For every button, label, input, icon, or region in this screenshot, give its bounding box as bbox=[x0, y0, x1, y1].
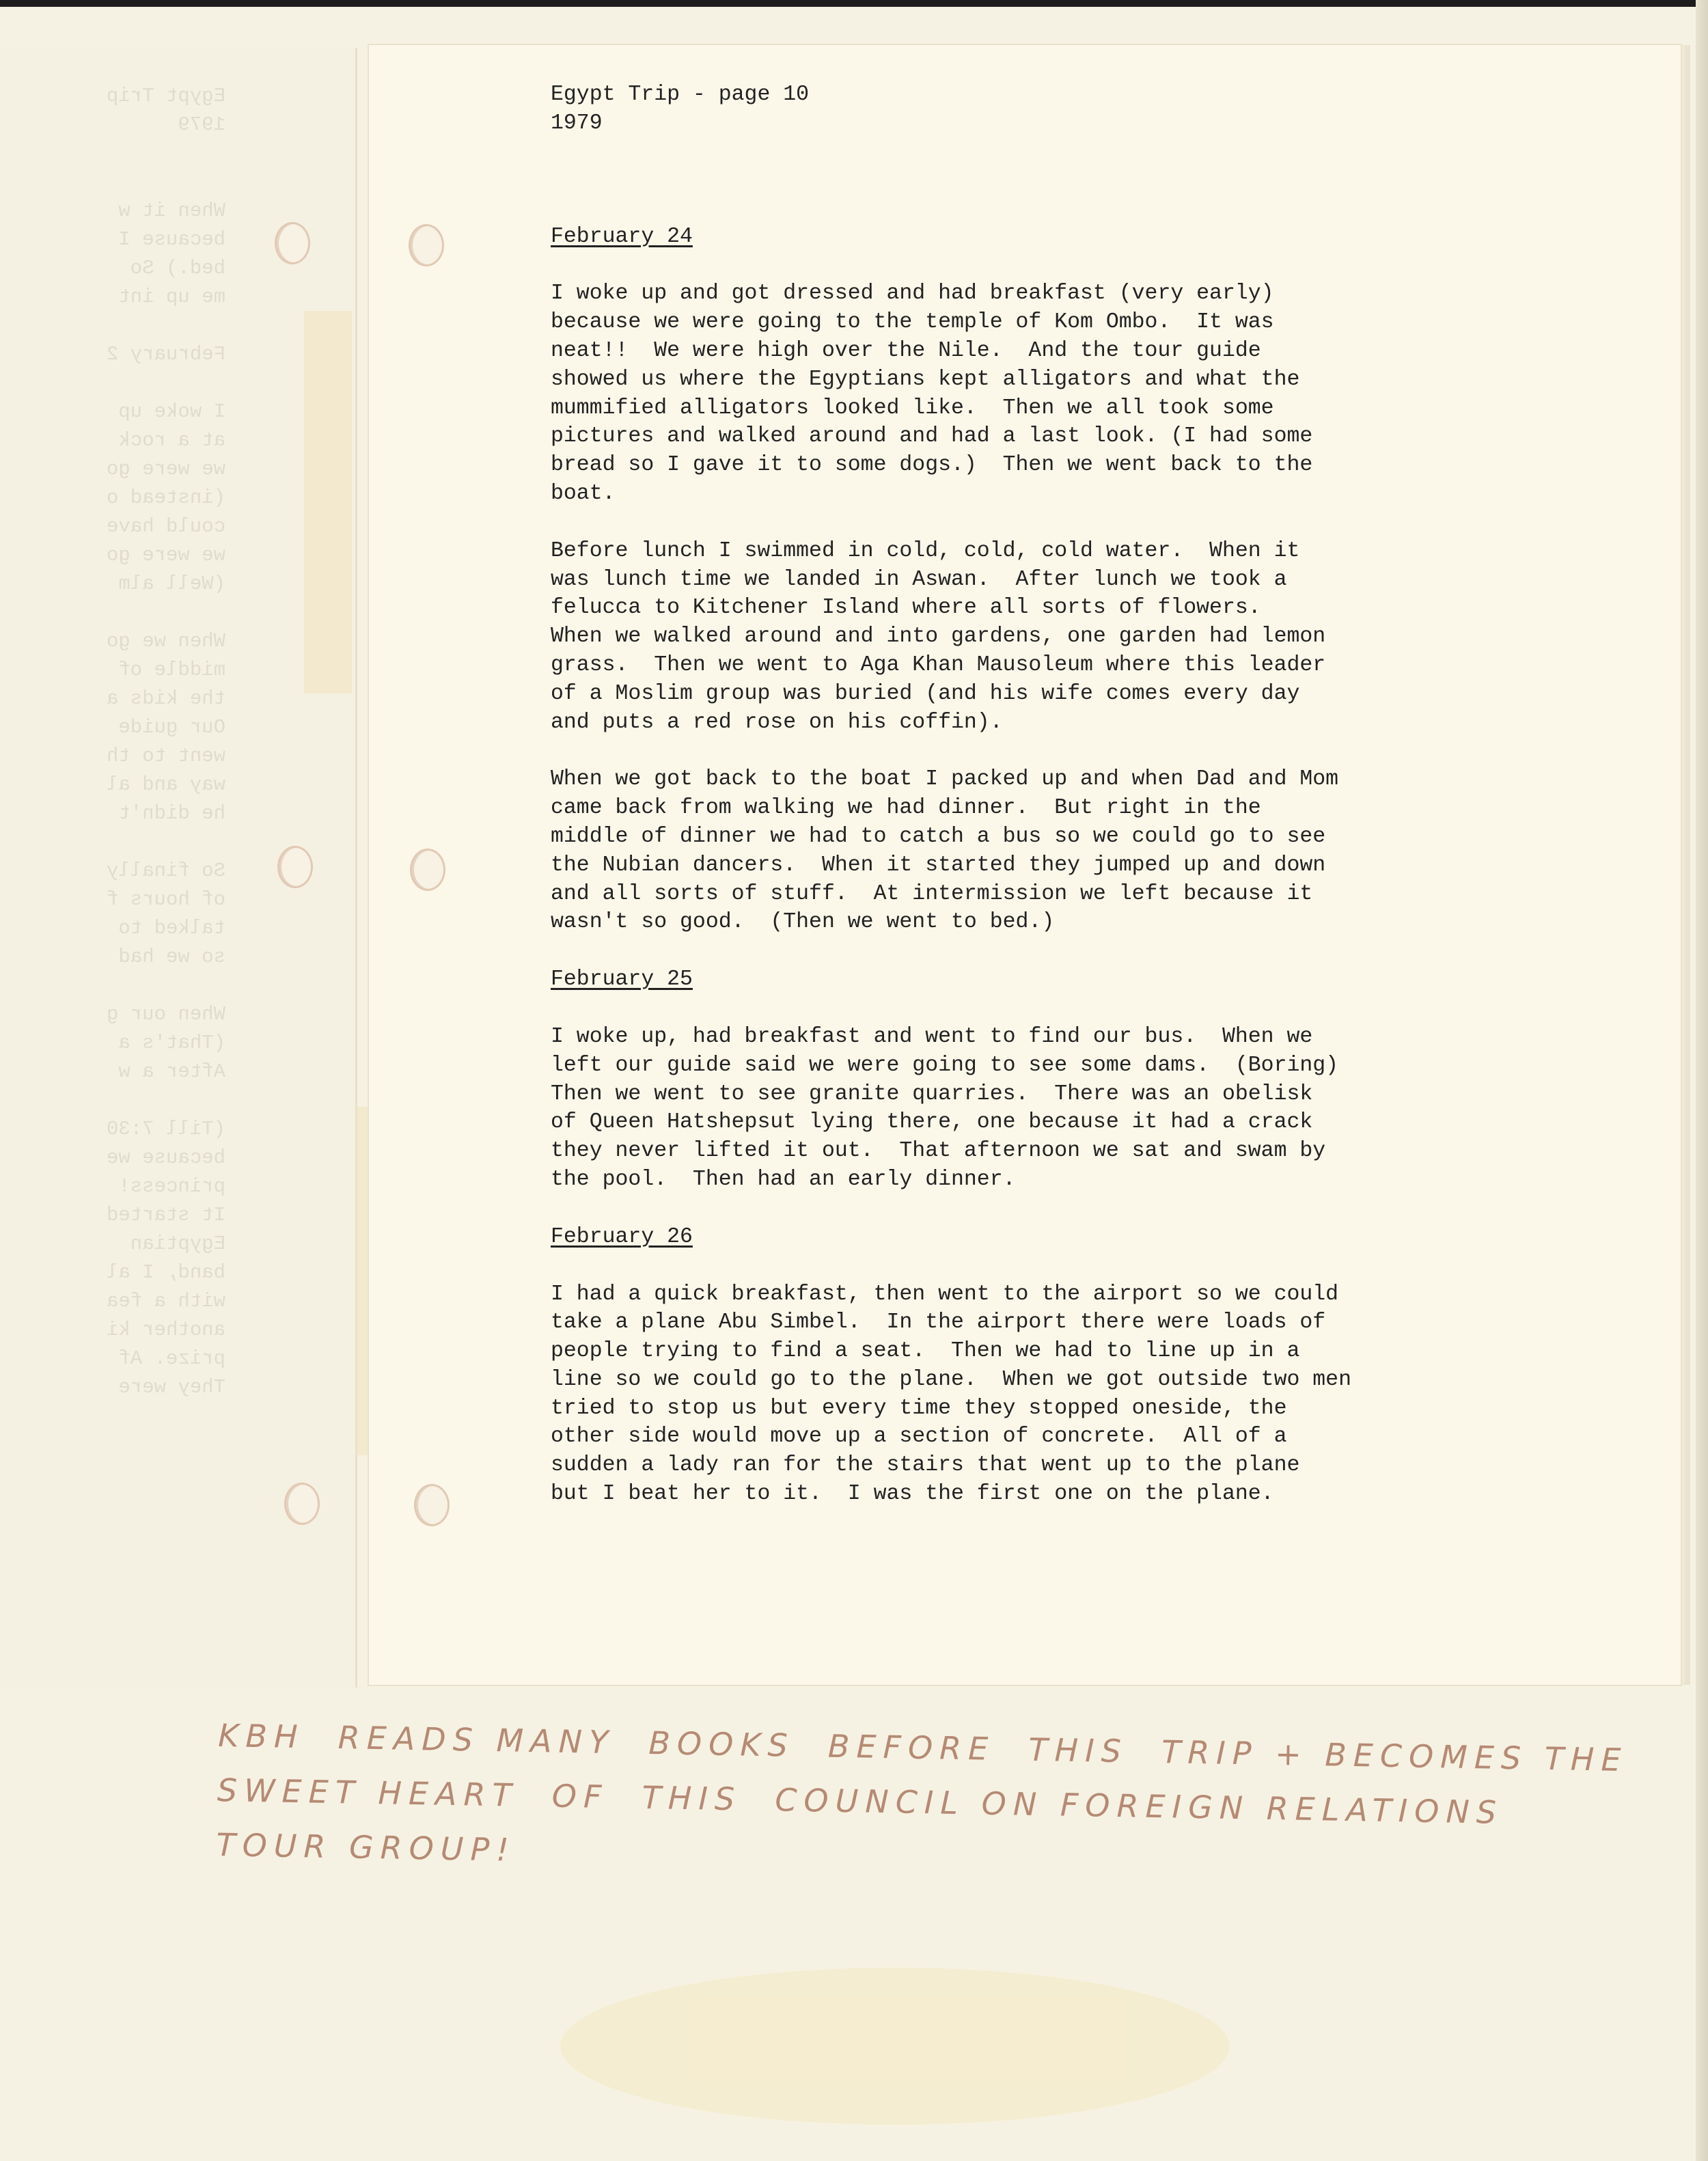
paragraph-line: Before lunch I swimmed in cold, cold, cold water. When it bbox=[551, 538, 1300, 563]
paragraph-line: When we walked around and into gardens, one garden had lemon bbox=[551, 624, 1326, 649]
punch-hole-right-bottom bbox=[414, 1484, 450, 1526]
paragraph-line: because we were going to the temple of Kom Ombo. It was bbox=[551, 310, 1274, 335]
paragraph-line: other side would move up a section of concrete. All of a bbox=[551, 1424, 1287, 1449]
paragraph-line: felucca to Kitchener Island where all sorts of flowers. bbox=[551, 596, 1261, 620]
punch-hole-left-middle bbox=[277, 846, 313, 888]
paragraph-line: the pool. Then had an early dinner. bbox=[551, 1167, 1016, 1192]
paragraph-line: left our guide said we were going to see some dams. (Boring) bbox=[551, 1053, 1339, 1077]
paragraph-line: neat!! We were high over the Nile. And the tour guide bbox=[551, 338, 1261, 363]
entry-paragraph bbox=[551, 1023, 1562, 1194]
paragraph-line: of Queen Hatshepsut lying there, one because it had a crack bbox=[551, 1110, 1313, 1135]
entry-paragraph bbox=[551, 279, 1562, 508]
paragraph-line: they never lifted it out. That afternoon we sat and swam by bbox=[551, 1139, 1326, 1164]
tape-strip-upper bbox=[304, 311, 352, 693]
typed-document bbox=[551, 81, 1562, 1509]
paragraph-line: middle of dinner we had to catch a bus so we could go to see bbox=[551, 824, 1326, 849]
paper-stain bbox=[560, 1968, 1230, 2125]
paragraph-line: and puts a red rose on his coffin). bbox=[551, 710, 1003, 734]
handwritten-note bbox=[216, 1708, 1628, 1897]
paragraph-line: I woke up, had breakfast and went to find our bus. When we bbox=[551, 1024, 1313, 1049]
paragraph-line: showed us where the Egyptians kept alligators and what the bbox=[551, 367, 1300, 391]
paragraph-line: mummified alligators looked like. Then we all took some bbox=[551, 396, 1274, 420]
diary-entry bbox=[551, 965, 1562, 1194]
handwritten-line-1: KBH READS MANY BOOKS BEFORE THIS TRIP + BECOMES THE bbox=[217, 1716, 1628, 1779]
punch-hole-right-middle bbox=[410, 849, 445, 891]
paragraph-line: pictures and walked around and had a last look. (I had some bbox=[551, 424, 1313, 449]
paragraph-line: take a plane Abu Simbel. In the airport there were loads of bbox=[551, 1310, 1326, 1335]
paragraph-line: sudden a lady ran for the stairs that went up to the plane bbox=[551, 1453, 1300, 1478]
paragraph-line: bread so I gave it to some dogs.) Then we went back to the bbox=[551, 453, 1313, 478]
diary-entries bbox=[551, 223, 1562, 1509]
paragraph-line: Then we went to see granite quarries. There was an obelisk bbox=[551, 1082, 1313, 1106]
entry-paragraph bbox=[551, 1280, 1562, 1509]
paragraph-line: tried to stop us but every time they stopped oneside, the bbox=[551, 1396, 1287, 1420]
paragraph-line: When we got back to the boat I packed up and when Dad and Mom bbox=[551, 767, 1339, 792]
punch-hole-left-top bbox=[275, 222, 310, 264]
paragraph-line: and all sorts of stuff. At intermission we left because it bbox=[551, 881, 1313, 906]
paragraph-line: wasn't so good. (Then we went to bed.) bbox=[551, 910, 1055, 935]
paragraph-line: but I beat her to it. I was the first one on the plane. bbox=[551, 1482, 1274, 1506]
entry-date-heading: February 25 bbox=[551, 967, 693, 992]
paragraph-line: boat. bbox=[551, 481, 616, 506]
entry-paragraph bbox=[551, 765, 1562, 937]
header-title: Egypt Trip - page 10 bbox=[551, 83, 810, 107]
entry-date-heading: February 26 bbox=[551, 1224, 693, 1249]
paragraph-line: people trying to find a seat. Then we had to line up in a bbox=[551, 1339, 1300, 1364]
paragraph-line: of a Moslim group was buried (and his wife comes every day bbox=[551, 681, 1300, 706]
diary-entry bbox=[551, 1223, 1562, 1509]
punch-hole-right-top bbox=[409, 224, 444, 266]
album-right-edge bbox=[1696, 0, 1708, 2161]
bleed-through-text: Egypt Trip 1979 When it w because I bed.) So me up int February 2 I woke up at a rock we were go (instead o could have we were go (Well alm When we go middle of the kids a Our guide went to th way and al he didn't So finally of hours f talked to so we had When our g (That's a After a w (Till 7:30 because we princess! It started Egyptian band, I al with a fea another ki prize. Af They were bbox=[106, 85, 225, 1399]
header-year: 1979 bbox=[551, 111, 603, 135]
handwritten-line-2: SWEET HEART OF THIS COUNCIL ON FOREIGN RELATIONS bbox=[217, 1771, 1504, 1831]
entry-date-heading: February 24 bbox=[551, 224, 693, 249]
scan-top-edge bbox=[0, 0, 1708, 7]
entry-paragraph bbox=[551, 537, 1562, 737]
paragraph-line: the Nubian dancers. When it started they jumped up and down bbox=[551, 853, 1326, 877]
paragraph-line: grass. Then we went to Aga Khan Mausoleum where this leader bbox=[551, 652, 1326, 677]
paragraph-line: was lunch time we landed in Aswan. After lunch we took a bbox=[551, 567, 1287, 592]
paragraph-line: line so we could go to the plane. When we got outside two men bbox=[551, 1367, 1351, 1392]
paragraph-line: I had a quick breakfast, then went to the airport so we could bbox=[551, 1282, 1339, 1306]
handwritten-line-3: TOUR GROUP! bbox=[216, 1826, 516, 1869]
paragraph-line: came back from walking we had dinner. But right in the bbox=[551, 796, 1261, 821]
paragraph-line: I woke up and got dressed and had breakfast (very early) bbox=[551, 281, 1274, 306]
diary-entry bbox=[551, 223, 1562, 937]
punch-hole-left-bottom bbox=[284, 1483, 320, 1525]
